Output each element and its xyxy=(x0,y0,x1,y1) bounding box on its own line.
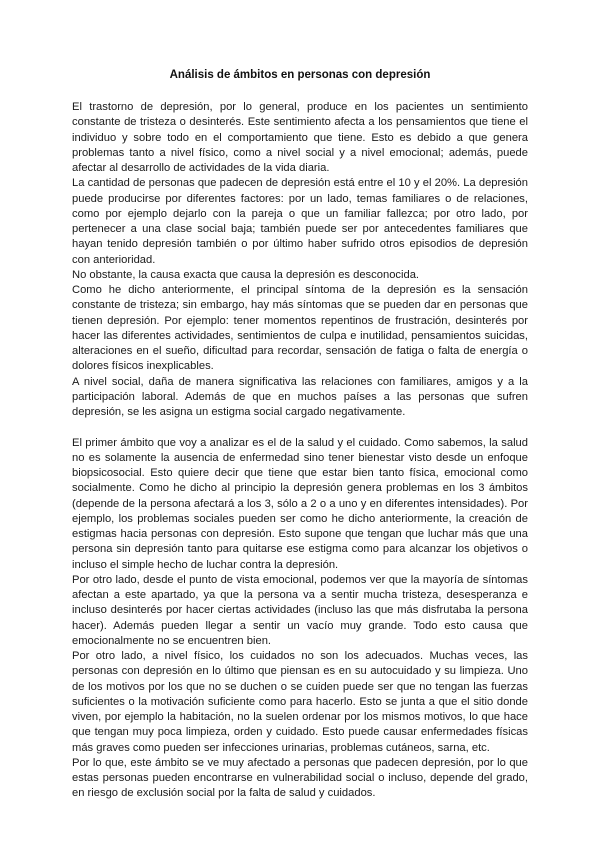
paragraph: Como he dicho anteriormente, el principal síntoma de la depresión es la sensación constante de tristeza; sin embargo, hay más síntomas que se pueden dar en personas que tienen depresión. Por ejemplo: tener momentos repentinos de frustración, desinterés por hacer las diferentes actividades, sentimientos de culpa e inutilidad, pensamientos suicidas, alteraciones en el sueño, dificultad para recordar, sensación de fatiga o falta de energía o dolores físicos inexplicables. xyxy=(72,284,528,373)
paragraph: Por lo que, este ámbito se ve muy afectado a personas que padecen depresión, por lo que estas personas pueden encontrarse en vulnerabilidad social o incluso, depende del grado, en riesgo de exclusión social por la falta de salud y cuidados. xyxy=(72,756,528,800)
paragraph: El primer ámbito que voy a analizar es el de la salud y el cuidado. Como sabemos, la salud no es solamente la ausencia de enfermedad sino tener bienestar visto desde un enfoque biopsicosocial. Esto quiere decir que tiene que estar bien tanto física, emocional como socialmente. Como he dicho al principio la depresión genera problemas en los 3 ámbitos (depende de la persona afectará a los 3, sólo a 2 o a uno y en diferentes intensidades). Por ejemplo, los problemas sociales pueden ser como he dicho anteriormente, la creación de estigmas hacia personas con depresión. Esto supone que tengan que luchar más que una persona sin depresión tanto para quitarse ese estigma como para alcanzar los objetivos o incluso el simple hecho de luchar contra la depresión. xyxy=(72,436,528,571)
paragraph: A nivel social, daña de manera significativa las relaciones con familiares, amigos y a la participación laboral. Además de que en muchos países a las personas que sufren depresión, se les asigna un estigma social cargado negativamente. xyxy=(72,375,528,418)
paragraph: Por otro lado, a nivel físico, los cuidados no son los adecuados. Muchas veces, las personas con depresión en lo último que piensan es en su autocuidado y su limpieza. Uno de los motivos por los que no se duchen o se cuiden puede ser que no tengan las fuerzas suficientes o la motivación suficiente como para hacerlo. Esto se junta a que el sitio donde viven, por ejemplo la habitación, no la suelen ordenar por los mismos motivos, lo que hace que tengan muy poca limpieza, orden y cuidado. Esto puede causar enfermedades físicas más graves como pueden ser infecciones urinarias, problemas cutáneos, sarna, etc. xyxy=(72,650,528,754)
paragraph: Por otro lado, desde el punto de vista emocional, podemos ver que la mayoría de síntomas afectan a este apartado, ya que la persona va a sentir mucha tristeza, desesperanza e incluso desinterés por hacer ciertas actividades (incluso las que más disfrutaba la persona hacer). Además pueden llegar a sentir un vacío muy grande. Todo esto causa que emocionalmente no se encuentren bien. xyxy=(72,573,528,647)
document-title: Análisis de ámbitos en personas con depresión xyxy=(169,69,431,81)
paragraph: No obstante, la causa exacta que causa la depresión es desconocida. xyxy=(72,268,420,281)
paragraph: El trastorno de depresión, por lo general, produce en los pacientes un sentimiento constante de tristeza o desinterés. Este sentimiento afecta a los pensamientos que tiene el individuo y sobre todo en el comportamiento que tiene. Esto es debido a que genera problemas tanto a nivel físico, como a nivel social y a nivel emocional; además, puede afectar al desarrollo de actividades de la vida diaria. xyxy=(72,101,528,174)
paragraph: La cantidad de personas que padecen de depresión está entre el 10 y el 20%. La depresión puede producirse por diferentes factores: por un lado, temas familiares o de relaciones, como por ejemplo dejarlo con la pareja o que un familiar fallezca; por otro lado, por pertenecer a una clase social baja; también puede ser por antecedentes familiares que hayan tenido depresión también o por último haber sufrido otros episodios de depresión con anterioridad. xyxy=(72,177,528,266)
document-body xyxy=(72,100,528,802)
